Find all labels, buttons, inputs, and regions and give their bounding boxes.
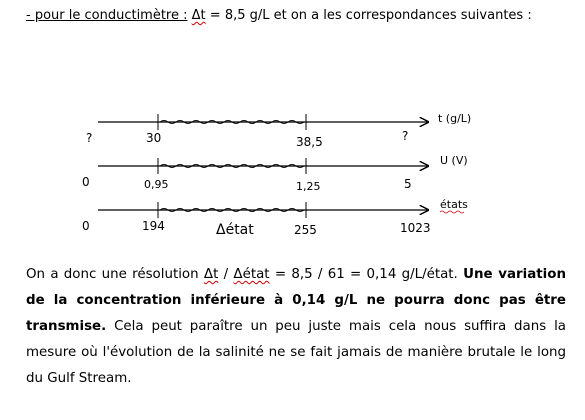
states-tick-2-label: 255 [294,223,317,237]
concentration-left: ? [86,131,93,145]
states-scale [82,198,468,238]
voltage-right: 5 [404,177,412,191]
para-bold-statement: Une variation de la concentration inférieure à 0,14 g/L ne pourra donc pas être transmise. [26,267,567,334]
voltage-tick-2-label: 1,25 [296,180,321,193]
states-unit-underline [440,211,464,213]
para-text-2: / [218,267,234,282]
concentration-tick-2-label: 38,5 [296,135,323,149]
section-heading [26,8,532,23]
states-interval-label: Δétat [216,222,254,238]
heading-text: = 8,5 g/L et on a les correspondances suivantes : [205,8,532,23]
voltage-scale [82,154,468,193]
voltage-left: 0 [82,175,90,189]
states-unit: états [440,198,468,211]
concentration-unit: t (g/L) [438,112,472,125]
states-tick-1-label: 194 [142,219,165,233]
heading-label: - pour le conductimètre : [26,8,188,23]
heading-delta: Δt [191,8,206,23]
voltage-tick-1-label: 0,95 [144,178,169,191]
para-text-4: Cela peut paraître un peu juste mais cela nous suffira dans la mesure où l'évolution de la salinité ne se fait jamais de manière brutale le long du Gulf Stream. [26,319,566,386]
para-text-1: On a donc une résolution [26,267,204,282]
states-left: 0 [82,219,90,233]
para-text-3: = 8,5 / 61 = 0,14 g/L/état. [269,267,464,282]
concentration-scale [86,112,471,149]
para-delta-t: Δt [203,267,219,282]
correspondence-diagram [0,100,585,250]
concentration-tick-1-label: 30 [146,131,162,145]
states-right: 1023 [400,221,431,235]
para-delta-etat: Δétat [233,267,270,282]
voltage-unit: U (V) [440,154,468,167]
resolution-paragraph [26,262,566,392]
concentration-right: ? [402,129,409,143]
